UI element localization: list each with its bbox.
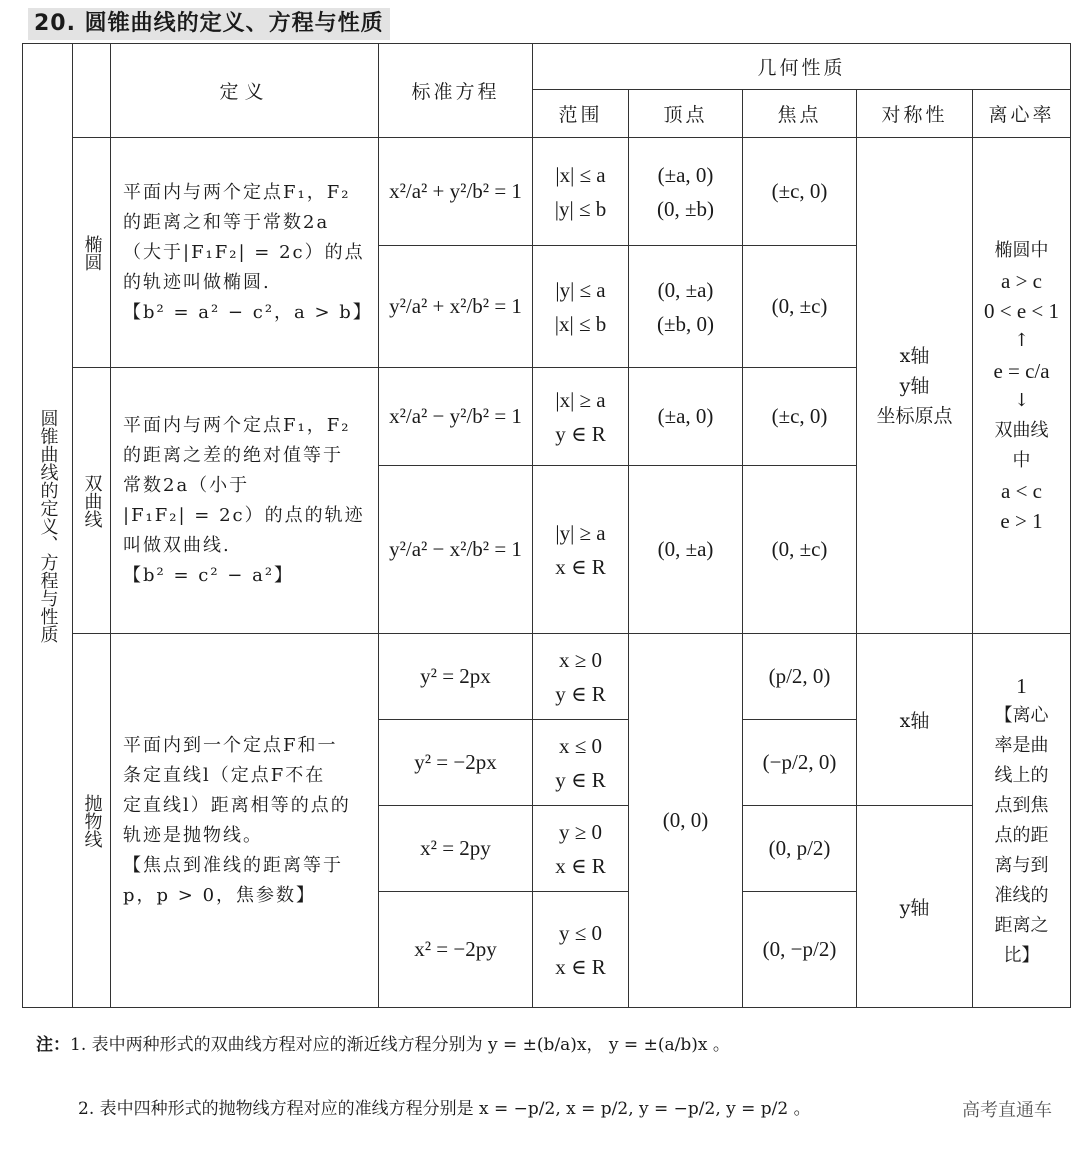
range-line: |x| ≤ a [555, 162, 606, 187]
ecc-line: 准线的 [994, 884, 1049, 906]
ecc-line: 率是曲 [994, 734, 1049, 756]
vertex-line: (0, ±b) [656, 196, 714, 221]
hyperbola-label: 双曲线 [81, 473, 103, 528]
ecc-line: 线上的 [994, 764, 1049, 786]
ecc-line: 【离心 [994, 704, 1049, 726]
range-line: y ∈ R [555, 681, 606, 706]
ellipse-def-line: 【b² = a² − c²，a > b】 [123, 301, 373, 323]
ellipse-def-line: 的距离之和等于常数2a [123, 211, 330, 233]
parabola-eq-3: x² = 2py [379, 806, 533, 892]
ecc-line: 双曲线 [994, 419, 1049, 441]
ecc-line: 中 [1012, 449, 1031, 471]
parabola-vertex: (0, 0) [629, 634, 743, 1008]
parabola-symmetry-x: x轴 [857, 634, 973, 806]
header-definition: 定义 [111, 44, 379, 138]
hyperbola-def-line: 平面内与两个定点F₁，F₂ [123, 414, 351, 436]
parabola-focus-1: (p/2, 0) [743, 634, 857, 720]
parabola-symmetry-y: y轴 [857, 806, 973, 1008]
range-line: |y| ≥ a [555, 520, 606, 545]
ellipse-range-2 [533, 246, 629, 368]
range-line: |x| ≤ b [554, 311, 607, 336]
ecc-line: e > 1 [1000, 508, 1043, 533]
ellipse-label-cell [73, 138, 111, 368]
ellipse-def-line: （大于|F₁F₂| = 2c）的点 [123, 241, 365, 263]
ecc-line: 比】 [1003, 944, 1040, 966]
range-line: x ∈ R [555, 954, 606, 979]
arrow-down-icon: ↓ [1013, 389, 1030, 411]
symmetry-line: 坐标原点 [876, 404, 953, 427]
parabola-range-2 [533, 720, 629, 806]
range-line: x ≥ 0 [558, 647, 603, 672]
hyperbola-range-2 [533, 466, 629, 634]
parabola-focus-3: (0, p/2) [743, 806, 857, 892]
ellipse-def-line: 的轨迹叫做椭圆. [123, 271, 271, 293]
ellipse-vertex-1 [629, 138, 743, 246]
hyperbola-vertex-1: (±a, 0) [629, 368, 743, 466]
side-label: 圆锥曲线的定义、方程与性质 [37, 408, 59, 643]
hyperbola-vertex-2: (0, ±a) [629, 466, 743, 634]
range-line: |y| ≤ a [555, 277, 606, 302]
hyperbola-def-line: 的距离之差的绝对值等于 [123, 444, 343, 466]
parabola-def-line: 条定直线l（定点F不在 [123, 764, 326, 786]
header-geometric-properties: 几何性质 [533, 44, 1071, 90]
range-line: x ∈ R [555, 554, 606, 579]
parabola-eccentricity [973, 634, 1071, 1008]
header-vertex: 顶点 [629, 90, 743, 138]
ellipse-eq-2: y²/a² + x²/b² = 1 [379, 246, 533, 368]
ecc-line: 0 < e < 1 [984, 298, 1060, 323]
ellipse-vertex-2 [629, 246, 743, 368]
parabola-definition [111, 634, 379, 1008]
range-line: y ≤ 0 [558, 920, 603, 945]
parabola-def-line: 定直线l）距离相等的点的 [123, 794, 351, 816]
parabola-range-4 [533, 892, 629, 1008]
hyperbola-eq-2: y²/a² − x²/b² = 1 [379, 466, 533, 634]
note-1-text: 1. 表中两种形式的双曲线方程对应的渐近线方程分别为 y = ±(b/a)x， y = ±(a/b)x 。 [70, 1035, 730, 1055]
eccentricity-cell [973, 138, 1071, 634]
ellipse-focus-2: (0, ±c) [743, 246, 857, 368]
ellipse-definition [111, 138, 379, 368]
ecc-line: 距离之 [994, 914, 1049, 936]
symmetry-line: x轴 [899, 344, 930, 367]
parabola-focus-4: (0, −p/2) [743, 892, 857, 1008]
header-eccentricity: 离心率 [973, 90, 1071, 138]
symmetry-cell [857, 138, 973, 634]
arrow-up-icon: ↑ [1013, 329, 1030, 351]
ecc-line: 椭圆中 [994, 239, 1049, 261]
header-range: 范围 [533, 90, 629, 138]
ecc-line: a > c [1001, 268, 1043, 293]
hyperbola-def-line: 常数2a（小于 [123, 474, 250, 496]
ellipse-eq-1: x²/a² + y²/b² = 1 [379, 138, 533, 246]
note-2 [78, 1094, 811, 1119]
symmetry-line: y轴 [899, 374, 930, 397]
page-title: 20. 圆锥曲线的定义、方程与性质 [28, 8, 390, 40]
watermark: 高考直通车 [962, 1100, 1052, 1121]
hyperbola-eq-1: x²/a² − y²/b² = 1 [379, 368, 533, 466]
parabola-range-1 [533, 634, 629, 720]
range-line: |x| ≥ a [555, 387, 606, 412]
ecc-line: 点到焦 [994, 794, 1049, 816]
parabola-eq-4: x² = −2py [379, 892, 533, 1008]
range-line: x ≤ 0 [558, 733, 603, 758]
header-focus: 焦点 [743, 90, 857, 138]
range-line: y ∈ R [555, 767, 606, 792]
note-2-text: 2. 表中四种形式的抛物线方程对应的准线方程分别是 x = −p/2, x = p/2, y = −p/2, y = p/2 。 [78, 1099, 811, 1119]
hyperbola-focus-2: (0, ±c) [743, 466, 857, 634]
note-prefix: 注： [36, 1035, 70, 1055]
parabola-eq-1: y² = 2px [379, 634, 533, 720]
parabola-label: 抛物线 [81, 793, 103, 848]
hyperbola-def-line: 叫做双曲线. [123, 534, 231, 556]
side-label-cell [23, 44, 73, 1008]
vertex-line: (±a, 0) [657, 162, 714, 187]
ellipse-range-1 [533, 138, 629, 246]
header-symmetry: 对称性 [857, 90, 973, 138]
ecc-line: 1 [1016, 673, 1027, 698]
hyperbola-focus-1: (±c, 0) [743, 368, 857, 466]
parabola-focus-2: (−p/2, 0) [743, 720, 857, 806]
ecc-line: e = c/a [993, 358, 1050, 383]
hyperbola-label-cell [73, 368, 111, 634]
range-line: x ∈ R [555, 853, 606, 878]
ecc-line: a < c [1001, 478, 1043, 503]
parabola-def-line: 【焦点到准线的距离等于 [123, 854, 343, 876]
hyperbola-def-line: |F₁F₂| = 2c）的点的轨迹 [123, 504, 365, 526]
ecc-line: 离与到 [994, 854, 1049, 876]
hyperbola-definition [111, 368, 379, 634]
range-line: y ∈ R [555, 421, 606, 446]
ellipse-focus-1: (±c, 0) [743, 138, 857, 246]
ecc-line: 点的距 [994, 824, 1049, 846]
parabola-eq-2: y² = −2px [379, 720, 533, 806]
header-standard-equation: 标准方程 [379, 44, 533, 138]
parabola-def-line: 平面内到一个定点F和一 [123, 734, 338, 756]
parabola-label-cell [73, 634, 111, 1008]
note-1 [36, 1030, 730, 1055]
ellipse-label: 椭圆 [81, 234, 103, 271]
range-line: |y| ≤ b [554, 196, 607, 221]
hyperbola-def-line: 【b² = c² − a²】 [123, 564, 295, 586]
parabola-range-3 [533, 806, 629, 892]
parabola-def-line: 轨迹是抛物线。 [123, 824, 263, 846]
range-line: y ≥ 0 [558, 819, 603, 844]
vertex-line: (0, ±a) [657, 277, 714, 302]
parabola-def-line: p，p > 0，焦参数】 [123, 884, 317, 906]
ellipse-def-line: 平面内与两个定点F₁，F₂ [123, 181, 351, 203]
vertex-line: (±b, 0) [656, 311, 714, 336]
conic-sections-table [22, 43, 1071, 1008]
header-blank [73, 44, 111, 138]
hyperbola-range-1 [533, 368, 629, 466]
